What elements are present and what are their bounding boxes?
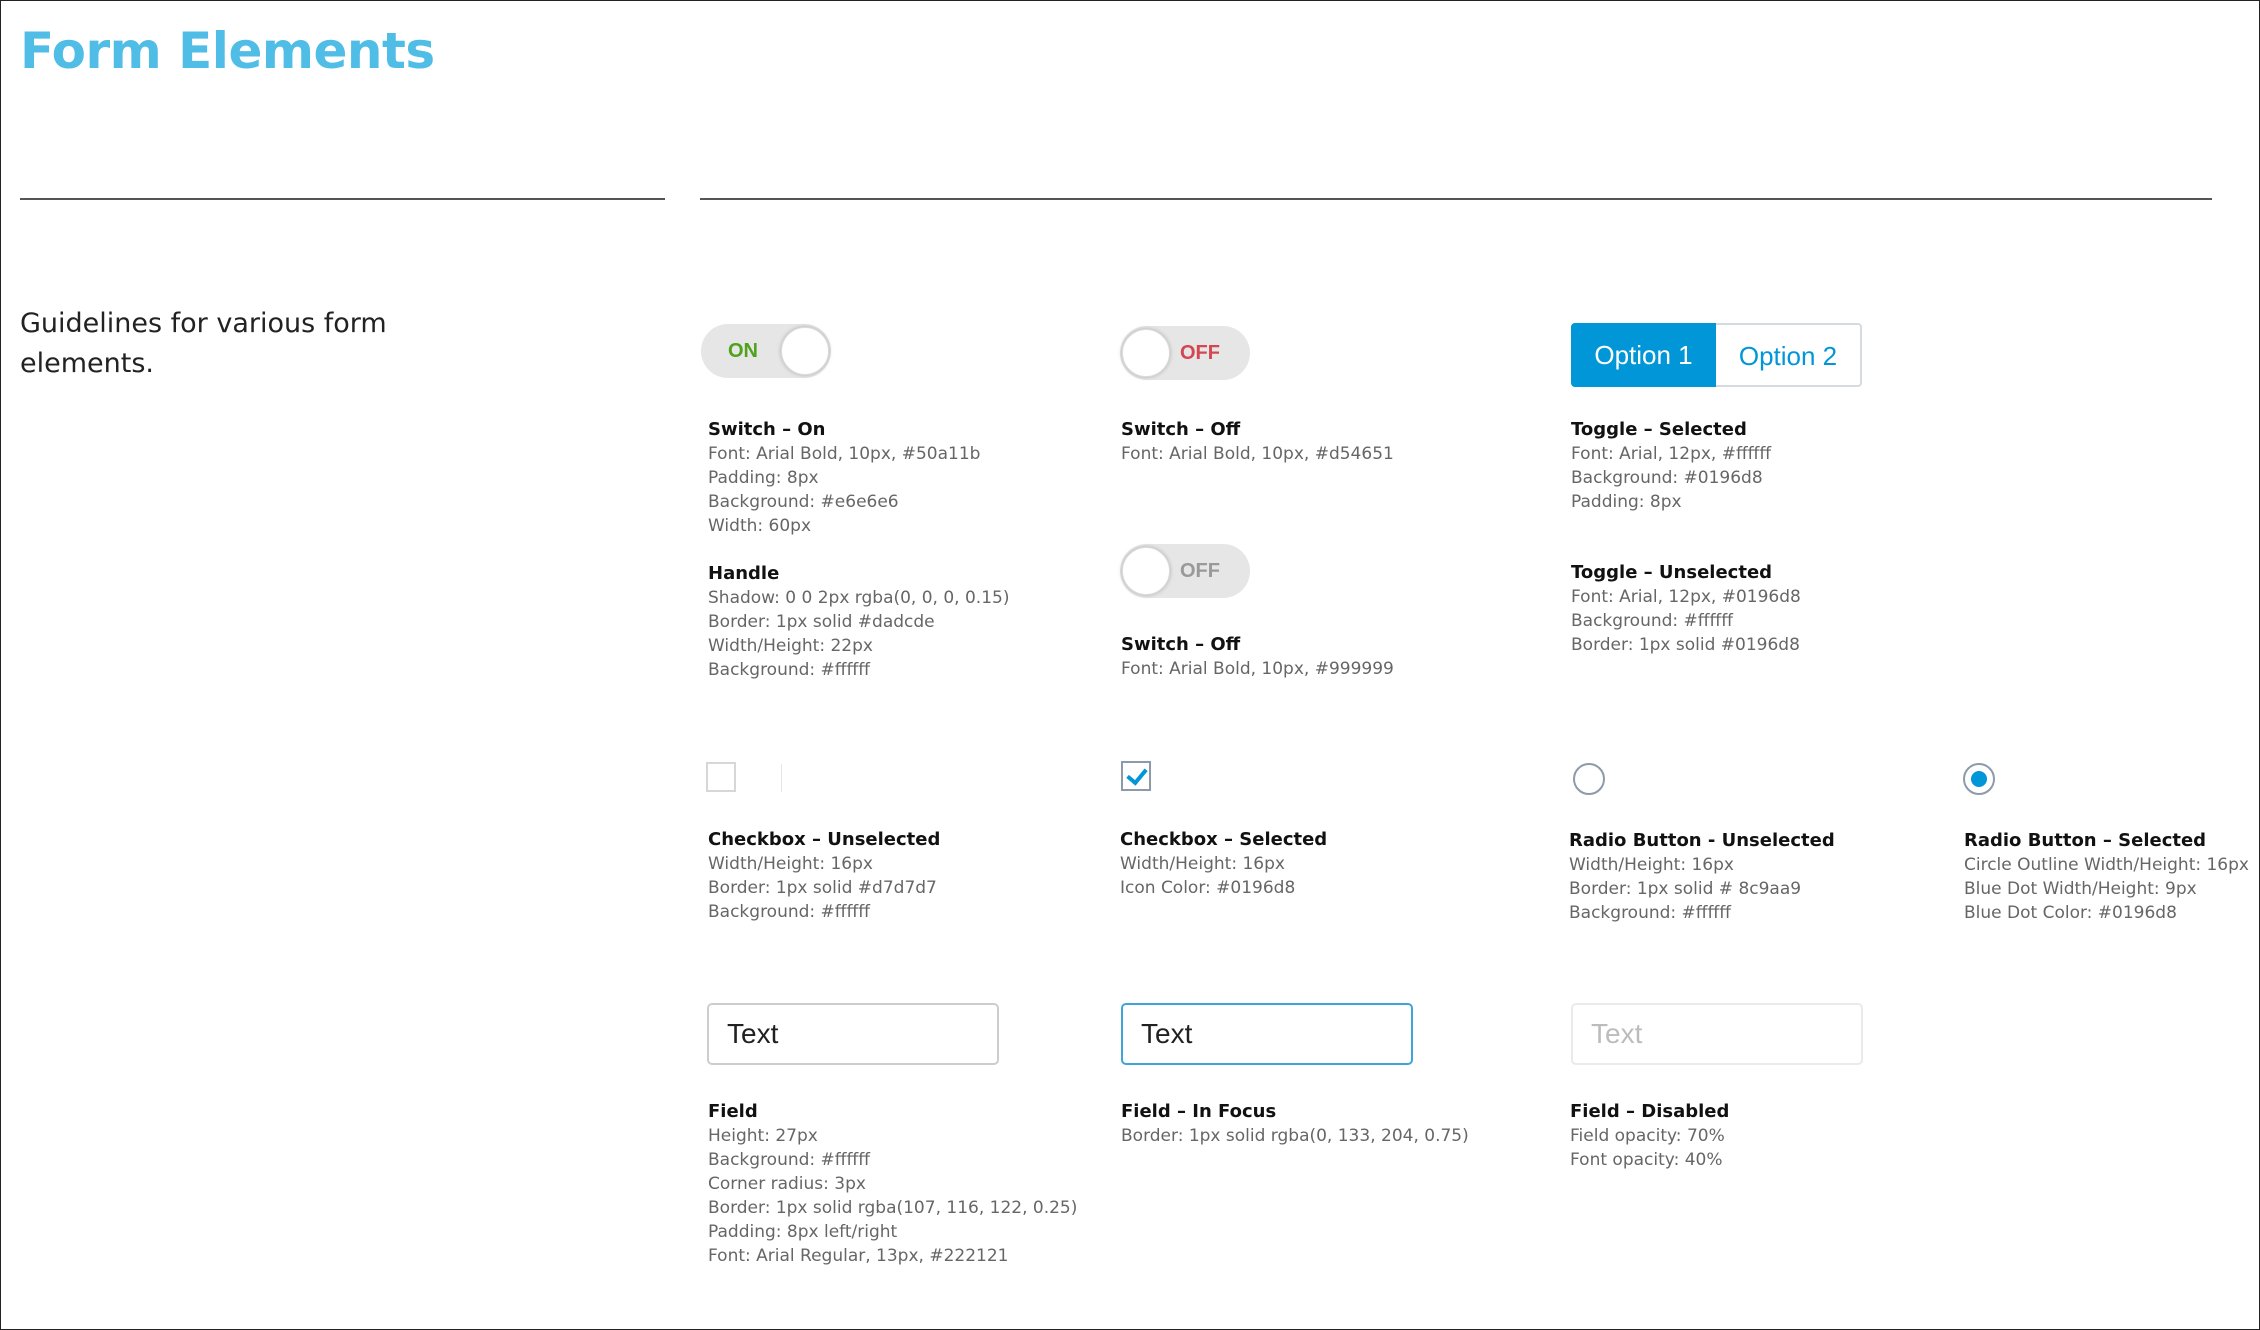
switch-handle[interactable] bbox=[781, 327, 829, 375]
spec-heading: Toggle – Selected bbox=[1571, 419, 1747, 440]
spec-line: Border: 1px solid # 8c9aa9 bbox=[1569, 879, 1802, 899]
checkbox-selected[interactable] bbox=[1121, 761, 1151, 791]
text-field[interactable]: Text bbox=[707, 1003, 999, 1065]
spec-line: Width: 60px bbox=[708, 516, 812, 536]
spec-toggle-unselected bbox=[1571, 561, 1801, 657]
spec-switch-off-gray bbox=[1121, 633, 1394, 681]
spec-line: Corner radius: 3px bbox=[708, 1174, 866, 1194]
spec-line: Font opacity: 40% bbox=[1570, 1150, 1723, 1170]
spec-line: Field opacity: 70% bbox=[1570, 1126, 1725, 1146]
text-field-focused[interactable]: Text bbox=[1121, 1003, 1413, 1065]
spec-field-disabled bbox=[1570, 1100, 1729, 1172]
spec-heading: Radio Button – Selected bbox=[1964, 830, 2207, 851]
spec-line: Border: 1px solid #d7d7d7 bbox=[708, 878, 937, 898]
spec-line: Background: #ffffff bbox=[1571, 611, 1733, 631]
spec-line: Padding: 8px bbox=[708, 468, 819, 488]
checkbox-unselected[interactable] bbox=[706, 762, 736, 792]
spec-checkbox-selected bbox=[1120, 828, 1327, 900]
spec-switch-on bbox=[708, 418, 980, 538]
spec-toggle-selected bbox=[1571, 418, 1771, 514]
spec-heading: Checkbox – Selected bbox=[1120, 829, 1328, 850]
spec-line: Font: Arial Bold, 10px, #50a11b bbox=[708, 444, 981, 464]
spec-line: Border: 1px solid rgba(0, 133, 204, 0.75) bbox=[1121, 1126, 1469, 1146]
switch-off-gray[interactable] bbox=[1120, 544, 1250, 598]
spec-line: Padding: 8px bbox=[1571, 492, 1682, 512]
check-icon bbox=[1126, 763, 1147, 785]
spec-line: Background: #0196d8 bbox=[1571, 468, 1763, 488]
spec-handle bbox=[708, 562, 1009, 682]
spec-line: Border: 1px solid rgba(107, 116, 122, 0.25) bbox=[708, 1198, 1078, 1218]
spec-line: Border: 1px solid #0196d8 bbox=[1571, 635, 1800, 655]
switch-off-label: OFF bbox=[1180, 560, 1220, 582]
right-divider bbox=[700, 198, 2212, 200]
spec-field bbox=[708, 1100, 1077, 1268]
radio-dot bbox=[1971, 771, 1987, 787]
spec-line: Width/Height: 16px bbox=[1120, 854, 1285, 874]
radio-selected[interactable] bbox=[1963, 763, 1995, 795]
spec-checkbox-unselected bbox=[708, 828, 940, 924]
spec-heading: Switch – Off bbox=[1121, 419, 1241, 440]
radio-unselected[interactable] bbox=[1573, 763, 1605, 795]
spec-line: Height: 27px bbox=[708, 1126, 818, 1146]
spec-line: Padding: 8px left/right bbox=[708, 1222, 898, 1242]
divider-tick bbox=[781, 764, 782, 792]
switch-handle[interactable] bbox=[1122, 329, 1170, 377]
spec-heading: Switch – Off bbox=[1121, 634, 1241, 655]
spec-line: Font: Arial Bold, 10px, #999999 bbox=[1121, 659, 1394, 679]
spec-line: Background: #ffffff bbox=[708, 1150, 870, 1170]
intro-text: Guidelines for various form elements. bbox=[20, 308, 387, 379]
spec-switch-off-red bbox=[1121, 418, 1394, 466]
spec-heading: Radio Button - Unselected bbox=[1569, 830, 1835, 851]
spec-radio-selected bbox=[1964, 829, 2249, 925]
spec-line: Font: Arial Bold, 10px, #d54651 bbox=[1121, 444, 1394, 464]
text-field-disabled: Text bbox=[1571, 1003, 1863, 1065]
switch-handle[interactable] bbox=[1122, 547, 1170, 595]
spec-heading: Toggle – Unselected bbox=[1571, 562, 1773, 583]
spec-heading: Field bbox=[708, 1101, 758, 1122]
toggle-option-selected[interactable]: Option 1 bbox=[1571, 323, 1716, 387]
spec-line: Circle Outline Width/Height: 16px bbox=[1964, 855, 2249, 875]
spec-line: Background: #ffffff bbox=[708, 660, 870, 680]
spec-heading: Handle bbox=[708, 563, 780, 584]
spec-line: Background: #e6e6e6 bbox=[708, 492, 899, 512]
spec-heading: Field – Disabled bbox=[1570, 1101, 1730, 1122]
spec-line: Font: Arial Regular, 13px, #222121 bbox=[708, 1246, 1009, 1266]
switch-off-red[interactable] bbox=[1120, 326, 1250, 380]
spec-field-focus bbox=[1121, 1100, 1469, 1148]
spec-line: Shadow: 0 0 2px rgba(0, 0, 0, 0.15) bbox=[708, 588, 1010, 608]
spec-line: Background: #ffffff bbox=[708, 902, 870, 922]
spec-line: Border: 1px solid #dadcde bbox=[708, 612, 935, 632]
spec-line: Width/Height: 16px bbox=[708, 854, 873, 874]
spec-heading: Field – In Focus bbox=[1121, 1101, 1277, 1122]
switch-on-label: ON bbox=[728, 340, 758, 362]
toggle-option-unselected[interactable]: Option 2 bbox=[1716, 323, 1862, 387]
spec-heading: Checkbox – Unselected bbox=[708, 829, 941, 850]
spec-line: Background: #ffffff bbox=[1569, 903, 1731, 923]
spec-line: Font: Arial, 12px, #0196d8 bbox=[1571, 587, 1801, 607]
segmented-toggle bbox=[1571, 323, 1862, 387]
spec-radio-unselected bbox=[1569, 829, 1835, 925]
spec-line: Width/Height: 22px bbox=[708, 636, 873, 656]
switch-off-label: OFF bbox=[1180, 342, 1220, 364]
left-divider bbox=[20, 198, 665, 200]
switch-on[interactable] bbox=[701, 324, 831, 378]
spec-line: Font: Arial, 12px, #ffffff bbox=[1571, 444, 1772, 464]
spec-heading: Switch – On bbox=[708, 419, 826, 440]
spec-line: Width/Height: 16px bbox=[1569, 855, 1734, 875]
spec-line: Blue Dot Width/Height: 9px bbox=[1964, 879, 2197, 899]
spec-line: Icon Color: #0196d8 bbox=[1120, 878, 1296, 898]
page-title: Form Elements bbox=[20, 22, 435, 80]
spec-line: Blue Dot Color: #0196d8 bbox=[1964, 903, 2177, 923]
